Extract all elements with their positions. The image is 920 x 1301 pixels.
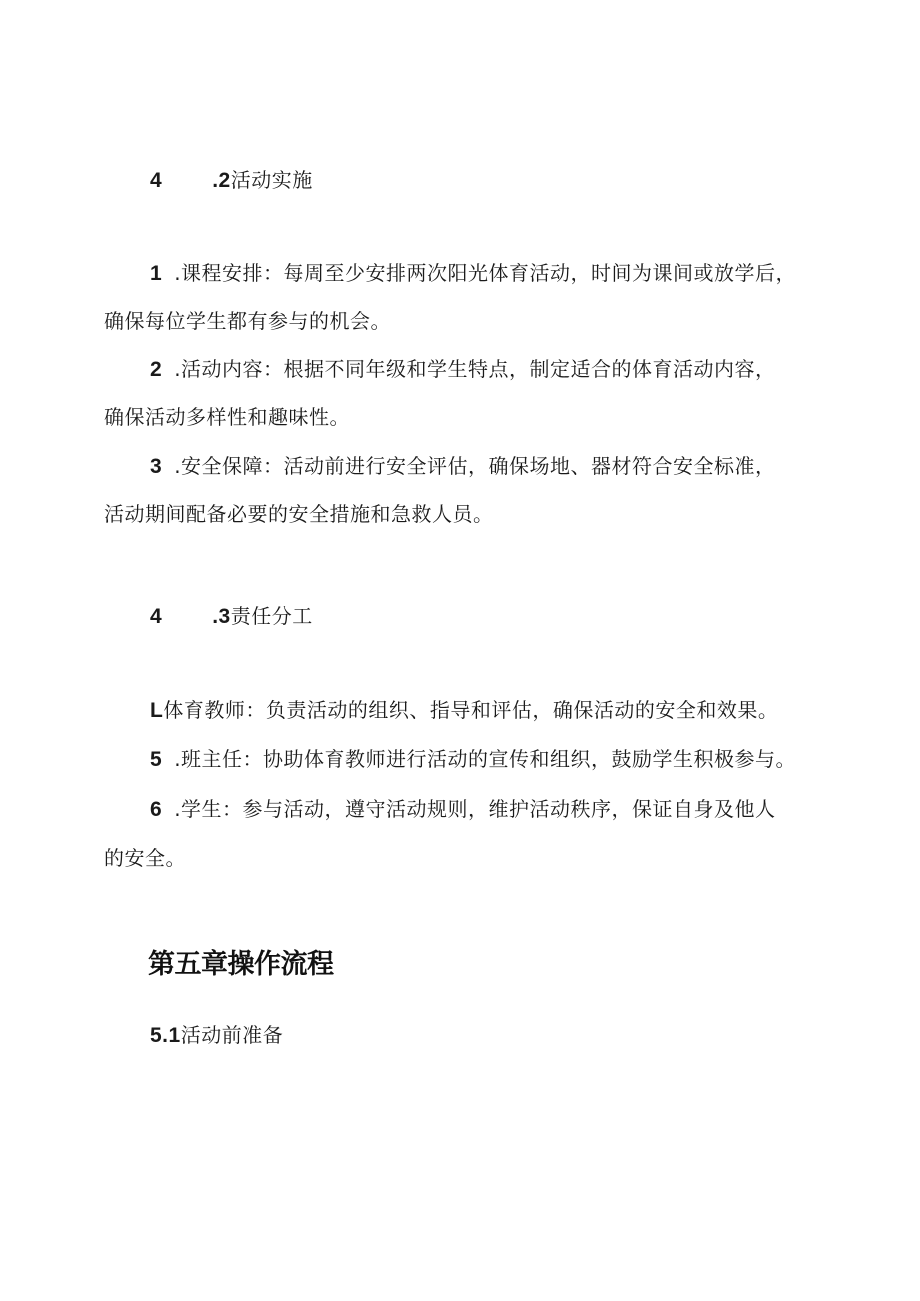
- list-item-1-line-2: 确保每位学生都有参与的机会。: [104, 309, 391, 333]
- list-item-6-line-1: [150, 795, 776, 824]
- item-number: 2: [150, 358, 163, 381]
- item-number: 6: [150, 798, 163, 821]
- item-text: 安全保障：活动前进行安全评估，确保场地、器材符合安全标准，: [181, 454, 776, 478]
- item-separator: .: [174, 454, 182, 478]
- list-item-2-line-2: 确保活动多样性和趣味性。: [104, 405, 350, 429]
- list-item-3-line-2: 活动期间配备必要的安全措施和急救人员。: [104, 502, 494, 526]
- section-title: 责任分工: [230, 604, 313, 628]
- item-number: 1: [150, 262, 163, 285]
- item-separator: .: [174, 357, 182, 381]
- section-number: 4: [150, 169, 163, 192]
- item-text: 课程安排：每周至少安排两次阳光体育活动，时间为课间或放学后，: [181, 261, 797, 285]
- item-separator: .: [174, 261, 182, 285]
- item-number: L: [150, 699, 164, 722]
- section-title: 活动实施: [230, 168, 313, 192]
- chapter-heading: 第五章操作流程: [148, 949, 334, 980]
- item-text: 体育教师：负责活动的组织、指导和评估，确保活动的安全和效果。: [163, 698, 779, 722]
- section-title: 活动前准备: [180, 1023, 284, 1047]
- list-item-5-line-1: [150, 745, 796, 774]
- list-item-2-line-1: [150, 355, 776, 384]
- section-heading-5-1: [150, 1021, 283, 1050]
- section-number: 4: [150, 605, 163, 628]
- section-subnumber: .2: [212, 169, 231, 192]
- section-heading-4-2: [150, 166, 313, 195]
- item-text: 学生：参与活动，遵守活动规则，维护活动秩序，保证自身及他人: [181, 797, 776, 821]
- item-separator: .: [174, 747, 182, 771]
- item-separator: .: [174, 797, 182, 821]
- item-text: 活动内容：根据不同年级和学生特点，制定适合的体育活动内容，: [181, 357, 776, 381]
- item-number: 3: [150, 455, 163, 478]
- list-item-l-line-1: [150, 696, 778, 725]
- section-subnumber: .3: [212, 605, 231, 628]
- list-item-1-line-1: [150, 259, 796, 288]
- section-heading-4-3: [150, 602, 313, 631]
- list-item-6-line-2: 的安全。: [104, 846, 186, 870]
- item-number: 5: [150, 748, 163, 771]
- list-item-3-line-1: [150, 452, 776, 481]
- section-number: 5.1: [150, 1024, 181, 1047]
- item-text: 班主任：协助体育教师进行活动的宣传和组织，鼓励学生积极参与。: [181, 747, 797, 771]
